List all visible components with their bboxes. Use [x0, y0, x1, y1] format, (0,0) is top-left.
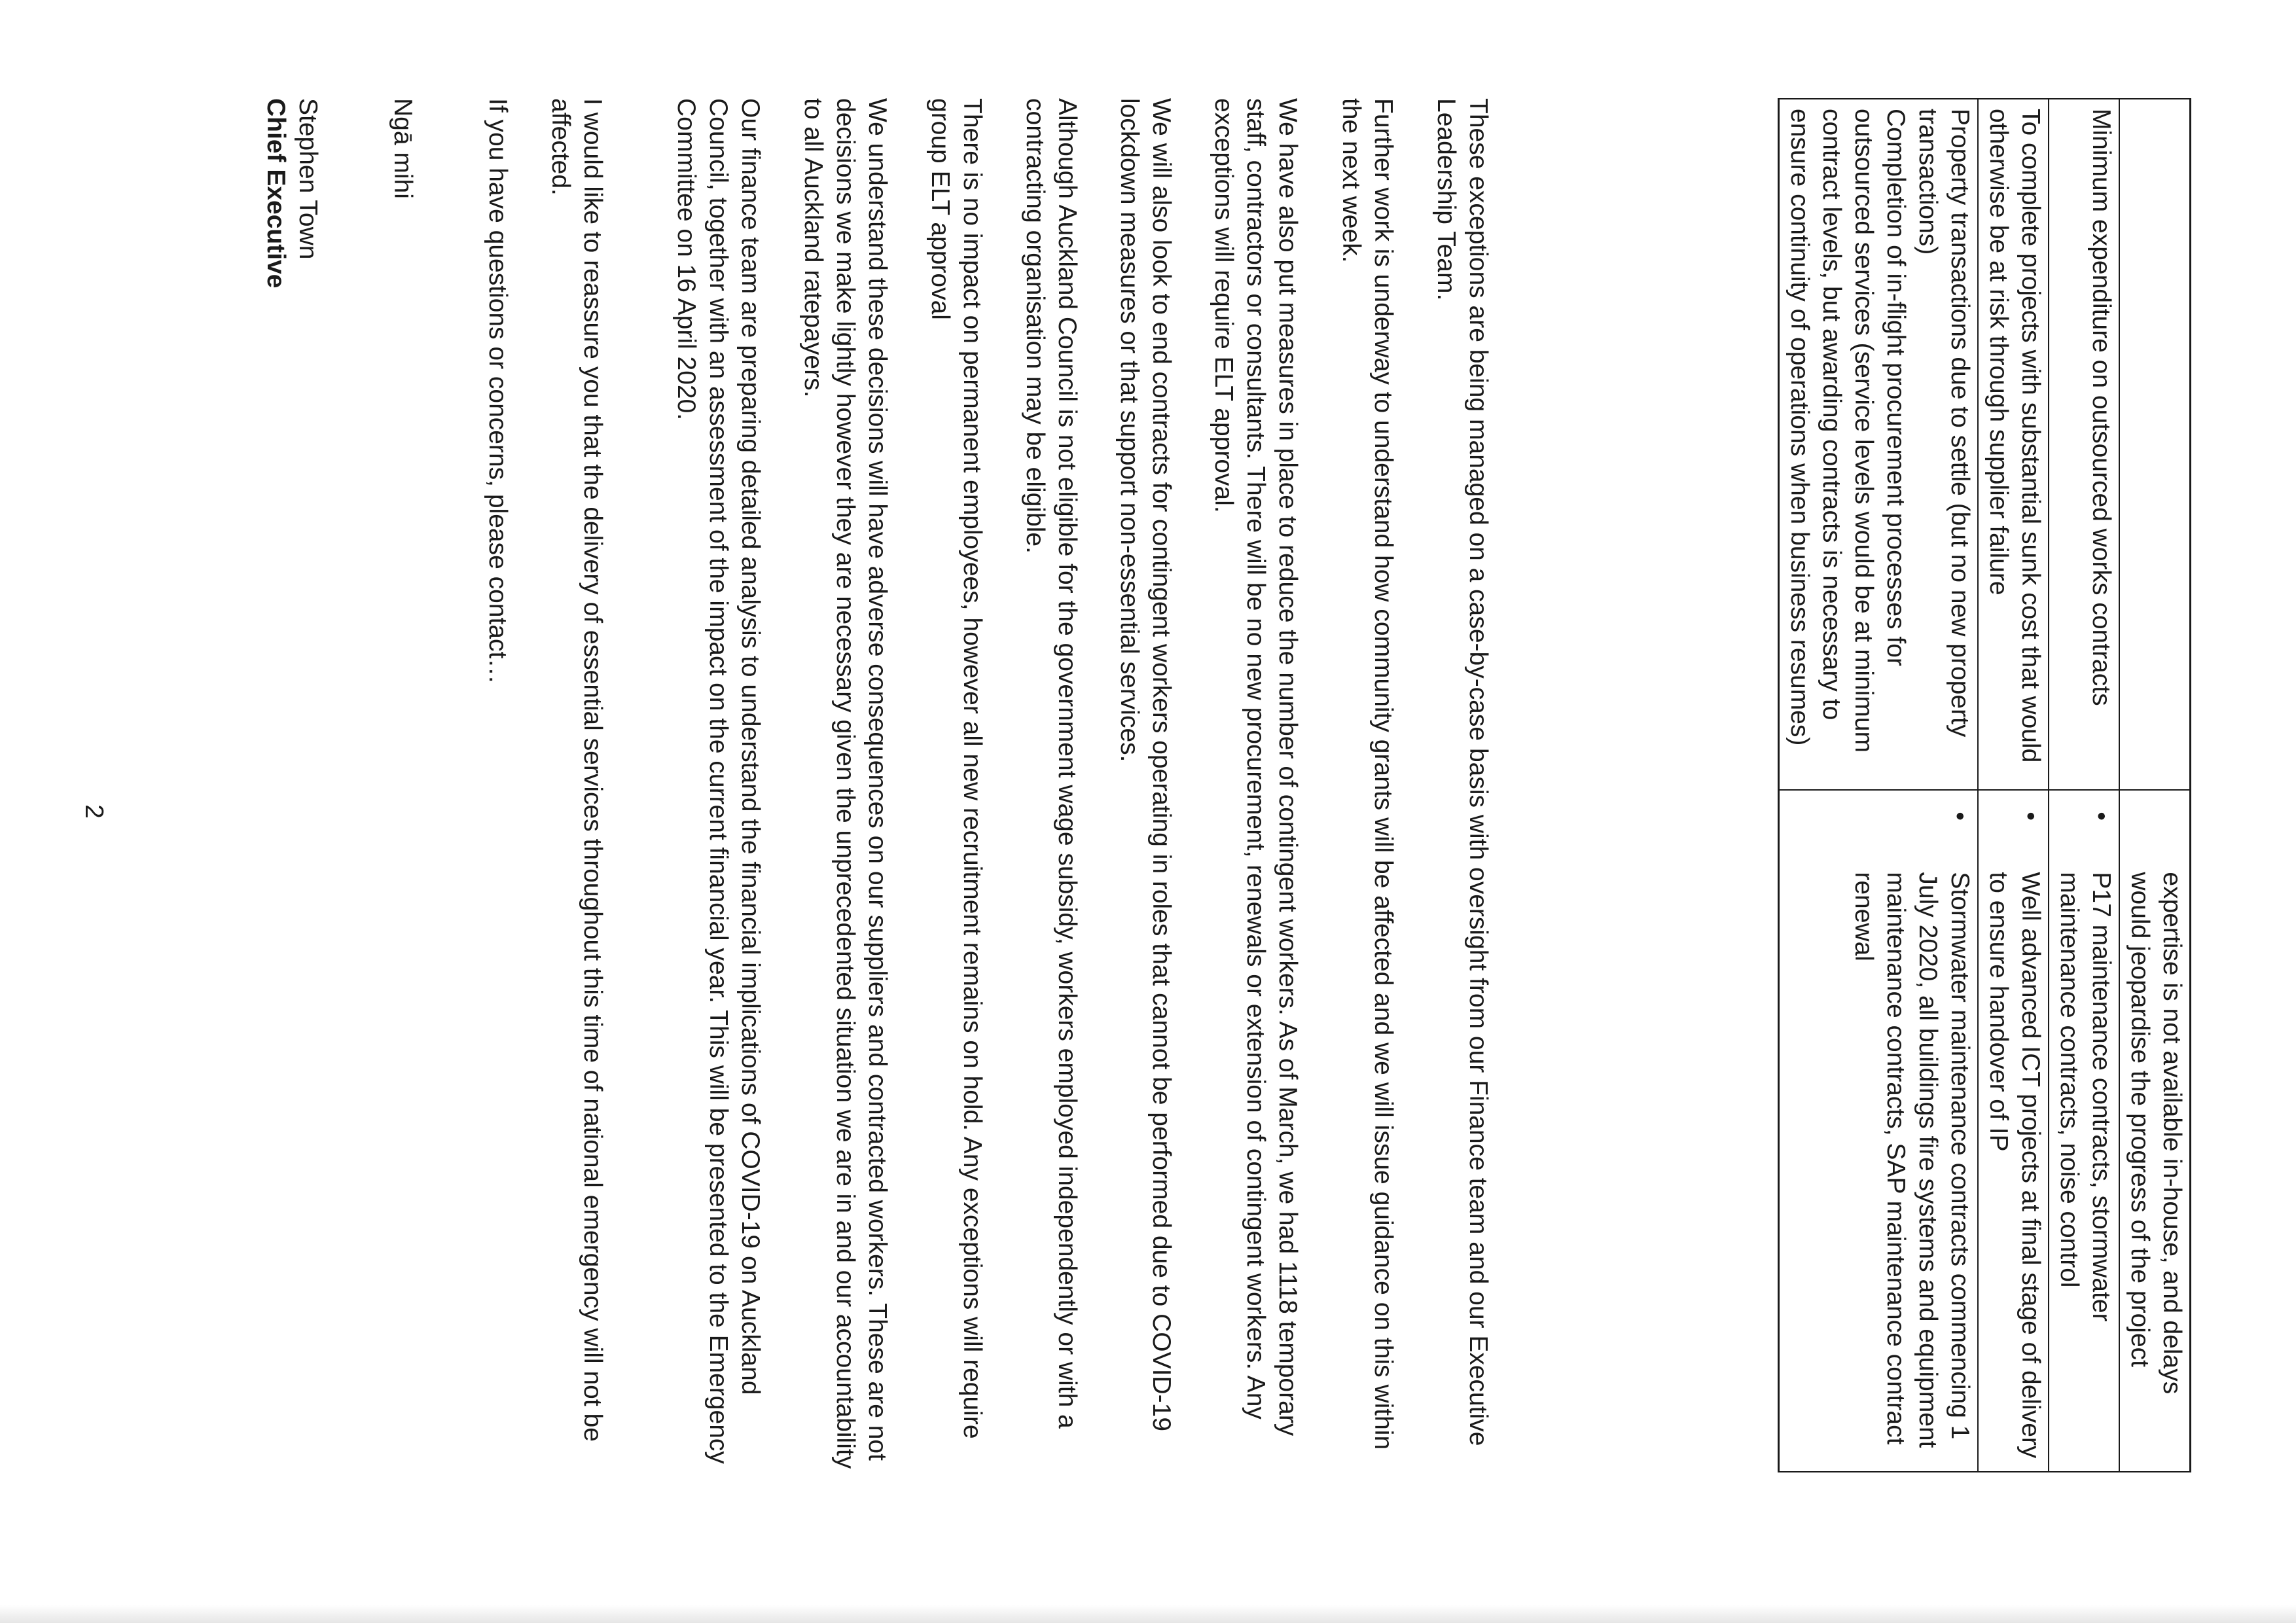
- paragraph: Although Auckland Council is not eligible for the government wage subsidy, workers employed independently or with a contracting organisation may be eligible.: [1021, 98, 1081, 1429]
- table-cell-right: [1779, 790, 1979, 1472]
- table-cell-left: [1779, 99, 1979, 790]
- paragraph: If you have questions or concerns, please contact…: [484, 98, 512, 685]
- list-item: • Well advanced ICT projects at final stage of delivery to ensure handover of IP: [1982, 800, 2047, 1462]
- paragraph: We understand these decisions will have adverse consequences on our suppliers and contracted workers. These are not decisions we make lightly however they are necessary given the unprecedented situation we are in and our accountability to all Auckland ratepayers.: [799, 98, 891, 1469]
- table-cell-right: [2119, 790, 2191, 1472]
- cell-text: Completion of in-flight procurement processes for outsourced services (service levels would be at minimum contract levels, but awarding contracts is necessary to ensure continuity of operations when business resumes): [1785, 109, 1910, 753]
- table-row: [1779, 99, 1979, 1472]
- paragraph: I would like to reassure you that the delivery of essential services throughout this time of national emergency will not be affected.: [547, 98, 607, 1442]
- paragraph: These exceptions are being managed on a case-by-case basis with oversight from our Finance team and our Executive Leadership Team.: [1432, 98, 1492, 1446]
- table-cell-right: [1978, 790, 2049, 1472]
- table-cell-right: [2049, 790, 2119, 1472]
- table-cell-left: [2119, 99, 2191, 790]
- paragraph: We have also put measures in place to reduce the number of contingent workers. As of March, we had 1118 temporary staff, contractors or consultants. There will be no new procurement, renewals or extension of contingent workers. Any exceptions will require ELT approval.: [1210, 98, 1302, 1436]
- paragraph: We will also look to end contracts for contingent workers operating in roles that cannot be performed due to COVID-19 lockdown measures or that support non-essential services.: [1115, 98, 1175, 1432]
- table-cell-left: [2049, 99, 2119, 790]
- list-item: • P17 maintenance contracts, stormwater maintenance contracts, noise control: [2053, 800, 2117, 1462]
- table-row: [2119, 99, 2191, 1472]
- table-row: [1978, 99, 2049, 1472]
- table-row: [2049, 99, 2119, 1472]
- page-number: 2: [80, 804, 108, 819]
- closing-salutation: Ngā mihi: [389, 98, 417, 199]
- paragraph: There is no impact on permanent employees, however all new recruitment remains on hold. Any exceptions will require group ELT approval: [926, 98, 986, 1439]
- paragraph: Our finance team are preparing detailed analysis to understand the financial implications of COVID-19 on Auckland Council, together with an assessment of the impact on the current financial year. This will be presented to the Emergency Committee on 16 April 2020.: [672, 98, 764, 1464]
- cell-text: To complete projects with substantial sunk cost that would otherwise be at risk through supplier failure: [1984, 109, 2045, 763]
- paragraph: Further work is underway to understand how community grants will be affected and we will issue guidance on this within the next week.: [1337, 98, 1397, 1450]
- list-item: expertise is not available in-house, and delays would jeopardise the progress of the project: [2126, 872, 2186, 1395]
- list-item: • Stormwater maintenance contracts commencing 1 July 2020, all buildings fire systems and equipment maintenance contracts, SAP maintenance contract renewal: [1848, 800, 1976, 1462]
- signatory-title: Chief Executive: [262, 98, 290, 289]
- table-cell-left: [1978, 99, 2049, 790]
- cell-text: Property transactions due to settle (but no new property transactions): [1914, 109, 1974, 738]
- signatory-name: Stephen Town: [294, 98, 322, 260]
- exceptions-table: [1778, 98, 2191, 1472]
- cell-text: Minimum expenditure on outsourced works contracts: [2087, 109, 2115, 706]
